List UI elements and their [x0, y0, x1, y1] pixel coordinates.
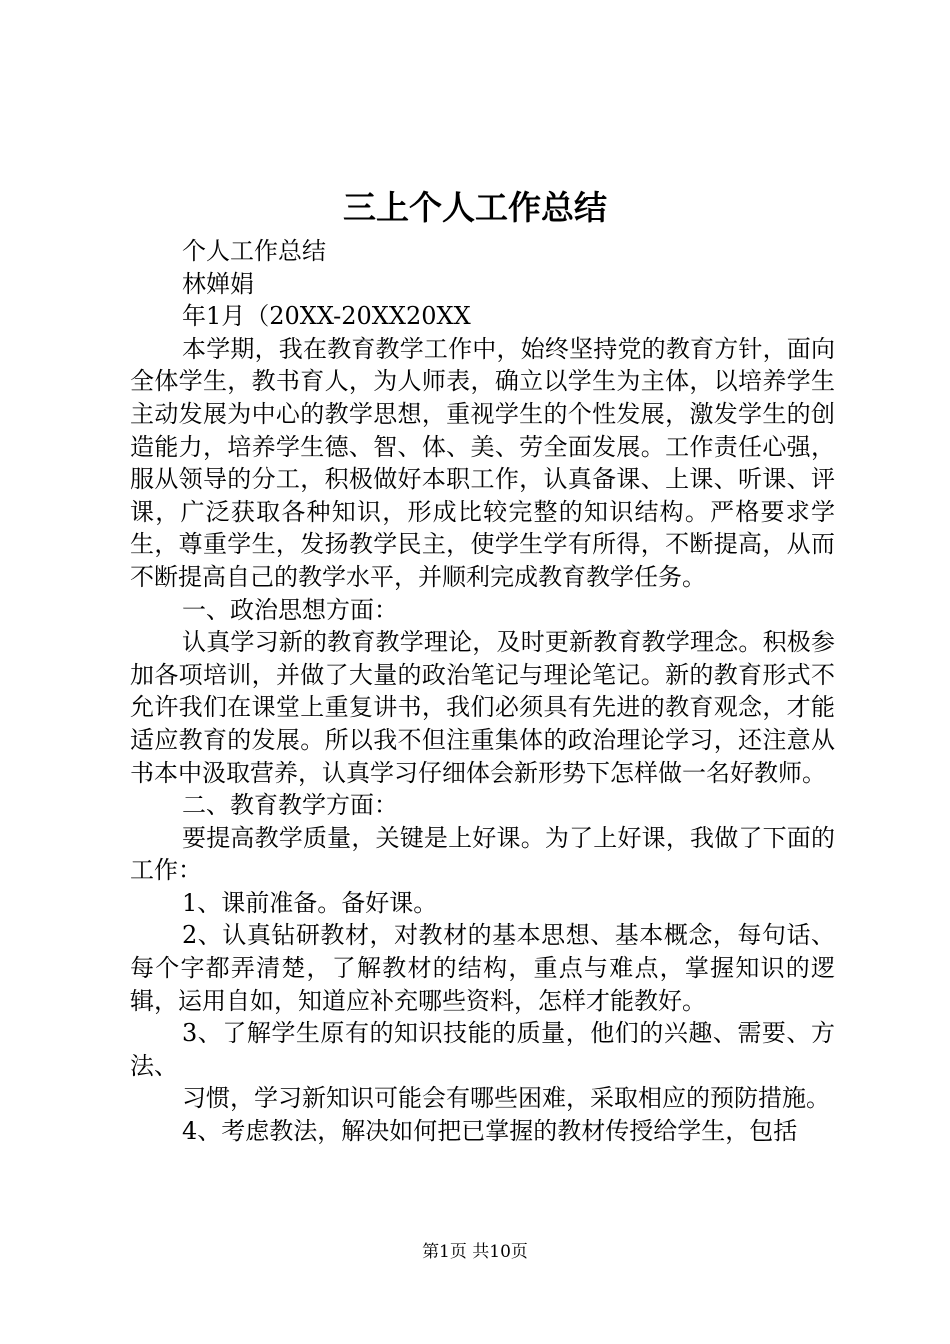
document-body [130, 235, 835, 1148]
list-item-4: 4、考虑教法，解决如何把已掌握的教材传授给学生，包括 [182, 1117, 798, 1146]
politics-paragraph: 认真学习新的教育教学理论，及时更新教育教学理念。积极参加各项培训，并做了大量的政治笔记与理论笔记。新的教育形式不允许我们在课堂上重复讲书，我们必须具有先进的教育观念，才能适应教育的发展。所以我不但注重集体的政治理论学习，还注意从书本中汲取营养，认真学习仔细体会新形势下怎样做一名好教师。 [130, 628, 835, 787]
date-line: 年1月（20XX-20XX20XX [182, 302, 471, 331]
teaching-paragraph: 要提高教学质量，关键是上好课。为了上好课，我做了下面的工作： [130, 823, 835, 885]
list-item-2: 2、认真钻研教材，对教材的基本思想、基本概念，每句话、每个字都弄清楚，了解教材的结构，重点与难点，掌握知识的逻辑，运用自如，知道应补充哪些资料，怎样才能教好。 [130, 921, 835, 1015]
section-heading-politics: 一、政治思想方面： [182, 595, 398, 624]
list-item-1: 1、课前准备。备好课。 [182, 888, 438, 917]
author-line: 林婵娟 [182, 269, 254, 298]
page-footer: 第1页 共10页 [422, 1242, 528, 1262]
list-item-3-continued: 习惯，学习新知识可能会有哪些困难，采取相应的预防措施。 [182, 1084, 830, 1113]
list-item-3: 3、了解学生原有的知识技能的质量，他们的兴趣、需要、方法、 [130, 1019, 835, 1080]
subtitle-line: 个人工作总结 [182, 237, 326, 265]
document-title: 三上个人工作总结 [343, 188, 607, 227]
intro-paragraph: 本学期，我在教育教学工作中，始终坚持党的教育方针，面向全体学生，教书育人，为人师表，确立以学生为主体，以培养学生主动发展为中心的教学思想，重视学生的个性发展，激发学生的创造能力，培养学生德、智、体、美、劳全面发展。工作责任心强，服从领导的分工，积极做好本职工作，认真备课、上课、听课、评课，广泛获取各种知识，形成比较完整的知识结构。严格要求学生，尊重学生，发扬教学民主，使学生学有所得，不断提高，从而不断提高自己的教学水平，并顺利完成教育教学任务。 [130, 334, 835, 591]
section-heading-teaching: 二、教育教学方面： [182, 791, 398, 820]
